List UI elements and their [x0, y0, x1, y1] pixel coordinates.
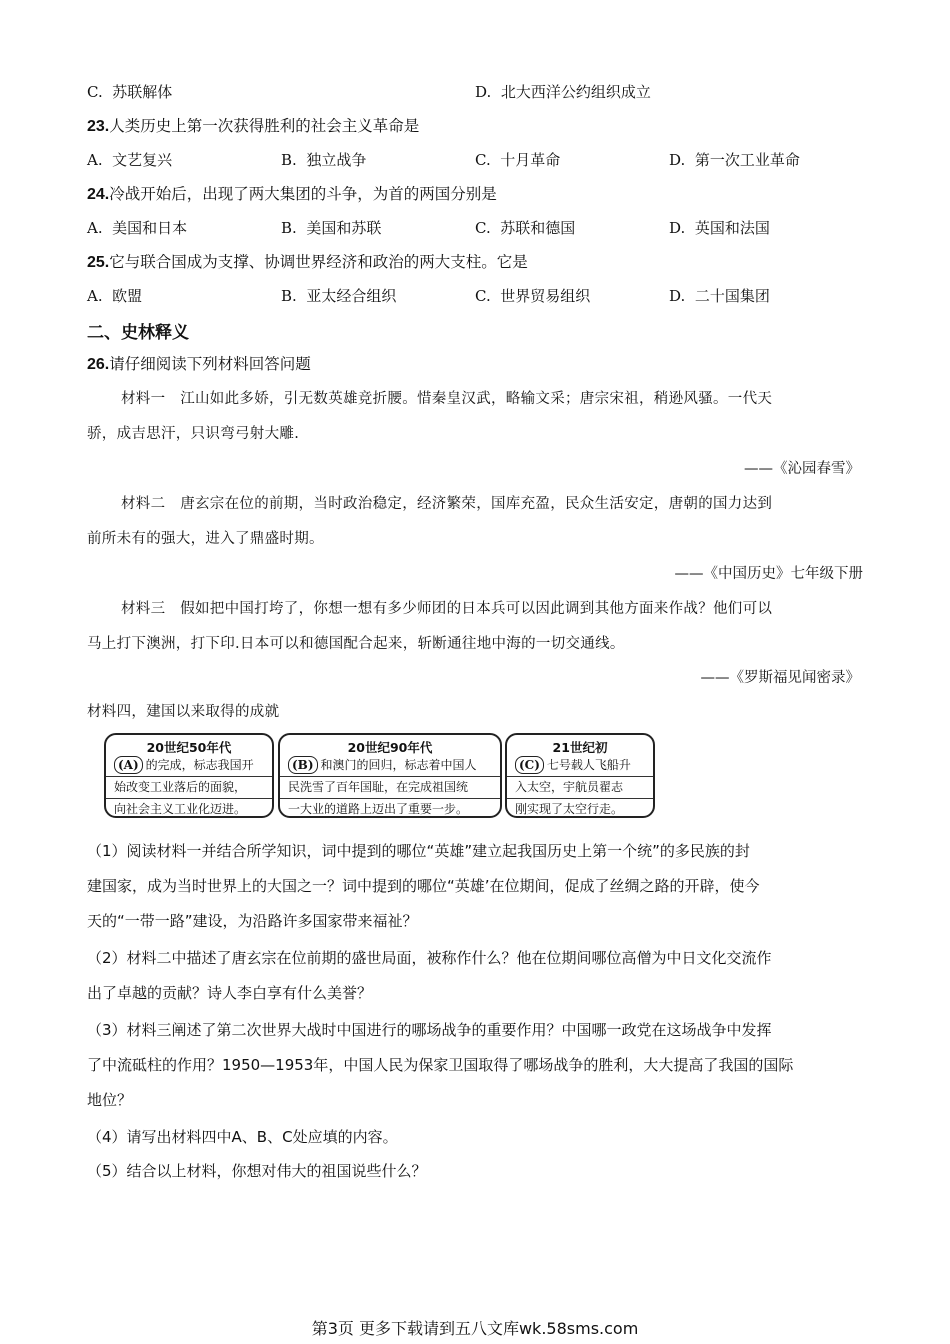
- box-b-line-3: 一大业的道路上迈出了重要一步。: [288, 802, 469, 816]
- box-a-title: 20世纪50年代: [146, 740, 232, 755]
- material-1-line-2: 骄，成吉思汗，只识弯弓射大雕.: [87, 426, 300, 442]
- q24-option-b: B. 美国和苏联: [281, 219, 382, 237]
- subquestion-1-line-1: （1）阅读材料一并结合所学知识，词中提到的哪位“英雄”建立起我国历史上第一个统”的多民族的封: [87, 842, 750, 860]
- material-3-line-1: 材料三 假如把中国打垮了，你想一想有多少师团的日本兵可以因此调到其他方面来作战？他们可以: [121, 601, 773, 617]
- q24-option-d: D. 英国和法国: [669, 219, 770, 237]
- box-c-title: 21世纪初: [552, 740, 608, 755]
- q23-option-d: D. 第一次工业革命: [669, 151, 800, 169]
- subquestion-3-line-1: （3）材料三阐述了第二次世界大战时中国进行的哪场战争的重要作用？中国哪一政党在这场战争中发挥: [87, 1021, 772, 1039]
- material-1-source: ——《沁园春雪》: [744, 461, 860, 477]
- material-2-source: ——《中国历史》七年级下册: [674, 566, 863, 582]
- material-1-line-1: 材料一 江山如此多娇，引无数英雄竞折腰。惜秦皇汉武，略输文采；唐宗宋祖，稍逊风骚。一代天: [121, 391, 773, 407]
- subquestion-3-line-2: 了中流砥柱的作用？1950—1953年，中国人民为保家卫国取得了哪场战争的胜利，大大提高了我国的国际: [87, 1056, 794, 1074]
- page-footer: 第3页 更多下载请到五八文库wk.58sms.com: [311, 1319, 639, 1338]
- subquestion-3-line-3: 地位？: [87, 1091, 133, 1109]
- achievement-box-b: [278, 733, 502, 818]
- box-b-title: 20世纪90年代: [347, 740, 433, 755]
- question-26-stem: 26.请仔细阅读下列材料回答问题: [87, 355, 311, 373]
- subquestion-2-line-1: （2）材料二中描述了唐玄宗在位前期的盛世局面，被称作什么？他在位期间哪位高僧为中日文化交流作: [87, 949, 772, 967]
- q25-option-a: A. 欧盟: [87, 287, 143, 305]
- q23-option-c: C. 十月革命: [475, 151, 561, 169]
- box-b-line-1: (B) 和澳门的回归，标志着中国人: [280, 755, 500, 777]
- option-d-prev: D. 北大西洋公约组织成立: [475, 83, 651, 101]
- subquestion-4: （4）请写出材料四中A、B、C处应填的内容。: [87, 1128, 398, 1146]
- q23-option-b: B. 独立战争: [281, 151, 367, 169]
- subquestion-2-line-2: 出了卓越的贡献？诗人李白享有什么美誉？: [87, 984, 373, 1002]
- achievement-box-a: [104, 733, 274, 818]
- question-23-stem: 23.人类历史上第一次获得胜利的社会主义革命是: [87, 117, 420, 135]
- material-2-line-1: 材料二 唐玄宗在位的前期，当时政治稳定，经济繁荣，国库充盈，民众生活安定，唐朝的国力达到: [121, 496, 773, 512]
- box-a-line-2: 始改变工业落后的面貌，: [106, 777, 272, 799]
- question-24-stem: 24.冷战开始后，出现了两大集团的斗争，为首的两国分别是: [87, 185, 497, 203]
- q24-option-c: C. 苏联和德国: [475, 219, 576, 237]
- box-c-line-1: (C) 七号载人飞船升: [507, 755, 653, 777]
- box-c-line-3: 刚实现了太空行走。: [515, 802, 624, 816]
- subquestion-1-line-2: 建国家，成为当时世界上的大国之一？词中提到的哪位“英雄’在位期间，促成了丝绸之路的开辟，使今: [87, 877, 760, 895]
- material-2-line-2: 前所未有的强大，进入了鼎盛时期。: [87, 531, 324, 547]
- q25-option-b: B. 亚太经合组织: [281, 287, 397, 305]
- box-a-line-3: 向社会主义工业化迈进。: [114, 802, 247, 816]
- subquestion-1-line-3: 天的“一带一路”建设，为沿路许多国家带来福祉？: [87, 912, 418, 930]
- box-a-line-1: (A) 的完成，标志我国开: [106, 755, 272, 777]
- achievement-box-c: [505, 733, 655, 818]
- q24-option-a: A. 美国和日本: [87, 219, 188, 237]
- question-25-stem: 25.它与联合国成为支撑、协调世界经济和政治的两大支柱。它是: [87, 253, 528, 271]
- box-b-line-2: 民洗雪了百年国耻，在完成祖国统: [280, 777, 500, 799]
- option-c-prev: C. 苏联解体: [87, 83, 173, 101]
- q25-option-d: D. 二十国集团: [669, 287, 770, 305]
- section-title: 二、史林释义: [87, 323, 189, 343]
- q23-option-a: A. 文艺复兴: [87, 151, 173, 169]
- material-3-source: ——《罗斯福见闻密录》: [700, 670, 860, 686]
- material-4-label: 材料四，建国以来取得的成就: [87, 704, 280, 720]
- q25-option-c: C. 世界贸易组织: [475, 287, 591, 305]
- box-c-line-2: 入太空，宇航员翟志: [507, 777, 653, 799]
- subquestion-5: （5）结合以上材料，你想对伟大的祖国说些什么？: [87, 1162, 427, 1180]
- material-3-line-2: 马上打下澳洲，打下印.日本可以和德国配合起来，斩断通往地中海的一切交通线。: [87, 636, 625, 652]
